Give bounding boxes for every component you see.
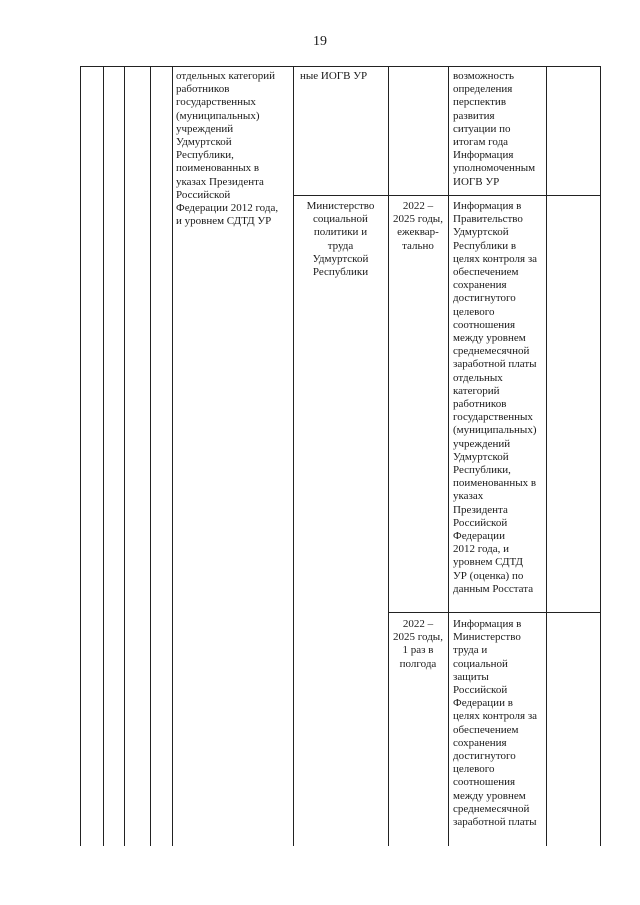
term-cell: 2022 – 2025 годы, 1 раз в полгода (393, 618, 443, 670)
table-border-left (80, 66, 81, 846)
table-border-top (80, 66, 601, 67)
executor-cell: ные ИОГВ УР (300, 70, 368, 82)
column-divider (448, 66, 449, 846)
event-description-cell: отдельных категорий работников государственных (муниципальных) учреждений Удмуртской Республики, поименованных в указах Президента Российской Федерации 2012 года, и уровнем СДТД УР (176, 70, 279, 228)
column-divider (388, 66, 389, 846)
row-divider (293, 195, 601, 196)
page-number: 19 (313, 34, 327, 49)
result-cell: Информация в Правительство Удмуртской Республики в целях контроля за обеспечением сохранения достигнутого целевого соотношения между уровнем среднемесячной заработной платы отдельных категорий работников государственных (муниципальных) учреждений Удмуртской Республики, поименованных в указах Президента Российской Федерации 2012 года, и уровнем СДТД УР (оценка) по данным Росстата (453, 200, 538, 595)
result-cell: возможность определения перспектив развития ситуации по итогам года Информация уполномоченным ИОГВ УР (453, 70, 536, 188)
table-border-right (600, 66, 601, 846)
term-cell: 2022 – 2025 годы, ежеквар- тально (393, 200, 443, 252)
row-divider (388, 612, 601, 613)
column-divider (546, 66, 547, 846)
column-divider (293, 66, 294, 846)
executor-cell: Министерство социальной политики и труда Удмуртской Республики (306, 200, 375, 279)
column-divider (172, 66, 173, 846)
column-divider (103, 66, 104, 846)
column-divider (124, 66, 125, 846)
result-cell: Информация в Министерство труда и социальной защиты Российской Федерации в целях контроля за обеспечением сохранения достигнутого целевого соотношения между уровнем среднемесячной заработной платы (453, 618, 538, 829)
column-divider (150, 66, 151, 846)
